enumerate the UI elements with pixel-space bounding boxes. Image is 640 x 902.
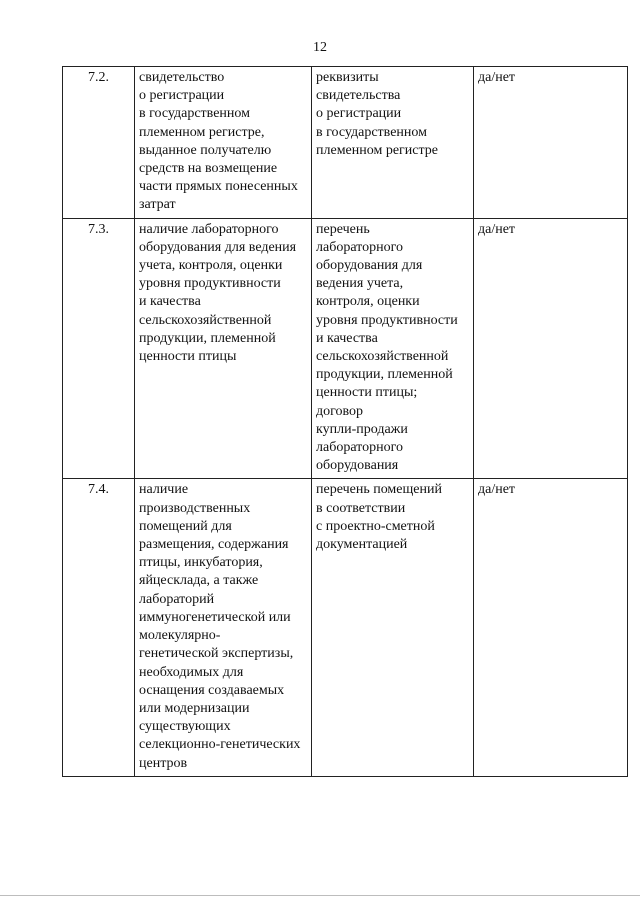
criterion-line: производственных	[139, 500, 251, 516]
criterion-line: средств на возмещение	[139, 161, 278, 177]
document-line: о регистрации	[316, 106, 402, 122]
item-number: 7.4.	[63, 479, 135, 776]
item-number: 7.3.	[63, 218, 135, 479]
criterion-line: уровня продуктивности	[139, 276, 281, 292]
table-row	[63, 479, 628, 776]
criterion-cell	[135, 479, 312, 776]
criterion-line: ценности птицы	[139, 349, 237, 365]
criterion-line: о регистрации	[139, 88, 225, 104]
requirements-table	[62, 66, 628, 777]
document-line: и качества	[316, 330, 378, 346]
answer-cell: да/нет	[474, 67, 628, 219]
criterion-line: затрат	[139, 197, 176, 213]
criterion-line: помещений для	[139, 518, 232, 534]
criterion-cell	[135, 67, 312, 219]
criterion-line: молекулярно-	[139, 628, 221, 644]
criterion-line: птицы, инкубатория,	[139, 555, 263, 571]
document-line: лабораторного	[316, 440, 403, 456]
criterion-line: селекционно-генетических	[139, 737, 301, 753]
criterion-line: иммуногенетической или	[139, 609, 291, 625]
document-line: уровня продуктивности	[316, 312, 458, 328]
criterion-cell	[135, 218, 312, 479]
criterion-line: выданное получателю	[139, 142, 272, 158]
table-row	[63, 67, 628, 219]
criterion-line: центров	[139, 755, 188, 771]
page-number: 12	[313, 40, 327, 55]
page-bottom-divider	[0, 895, 640, 896]
document-line: купли-продажи	[316, 421, 408, 437]
criterion-line: яйцесклада, а также	[139, 573, 259, 589]
document-line: продукции, племенной	[316, 367, 453, 383]
document-line: племенном регистре	[316, 142, 439, 158]
document-line: свидетельства	[316, 88, 401, 104]
document-line: сельскохозяйственной	[316, 349, 449, 365]
criterion-line: сельскохозяйственной	[139, 312, 272, 328]
criterion-line: продукции, племенной	[139, 330, 276, 346]
document-line: перечень помещений	[316, 482, 442, 498]
document-line: договор	[316, 403, 364, 419]
answer-cell: да/нет	[474, 479, 628, 776]
criterion-line: или модернизации	[139, 700, 250, 716]
document-line: перечень	[316, 221, 370, 237]
document-line: ценности птицы;	[316, 385, 418, 401]
criterion-line: племенном регистре,	[139, 124, 265, 140]
answer-cell: да/нет	[474, 218, 628, 479]
criterion-line: лабораторий	[139, 591, 215, 607]
document-line: в государственном	[316, 124, 427, 140]
document-cell	[312, 218, 474, 479]
criterion-line: наличие	[139, 482, 189, 498]
criterion-line: в государственном	[139, 106, 250, 122]
document-line: реквизиты	[316, 70, 379, 85]
document-cell	[312, 67, 474, 219]
document-line: оборудования	[316, 458, 399, 474]
item-number: 7.2.	[63, 67, 135, 219]
document-line: контроля, оценки	[316, 294, 420, 310]
document-line: лабораторного	[316, 239, 403, 255]
criterion-line: оснащения создаваемых	[139, 682, 285, 698]
criterion-line: размещения, содержания	[139, 537, 289, 553]
criterion-line: наличие лабораторного	[139, 221, 279, 237]
criterion-line: свидетельство	[139, 70, 225, 85]
document-line: оборудования для	[316, 258, 423, 274]
document-line: ведения учета,	[316, 276, 404, 292]
document-cell	[312, 479, 474, 776]
criterion-line: необходимых для	[139, 664, 244, 680]
criterion-line: учета, контроля, оценки	[139, 258, 283, 274]
document-line: в соответствии	[316, 500, 406, 516]
criterion-line: и качества	[139, 294, 201, 310]
criterion-line: существующих	[139, 719, 231, 735]
document-line: документацией	[316, 537, 408, 553]
table-row	[63, 218, 628, 479]
criterion-line: генетической экспертизы,	[139, 646, 294, 662]
criterion-line: оборудования для ведения	[139, 239, 297, 255]
document-line: с проектно-сметной	[316, 518, 435, 534]
criterion-line: части прямых понесенных	[139, 179, 298, 195]
